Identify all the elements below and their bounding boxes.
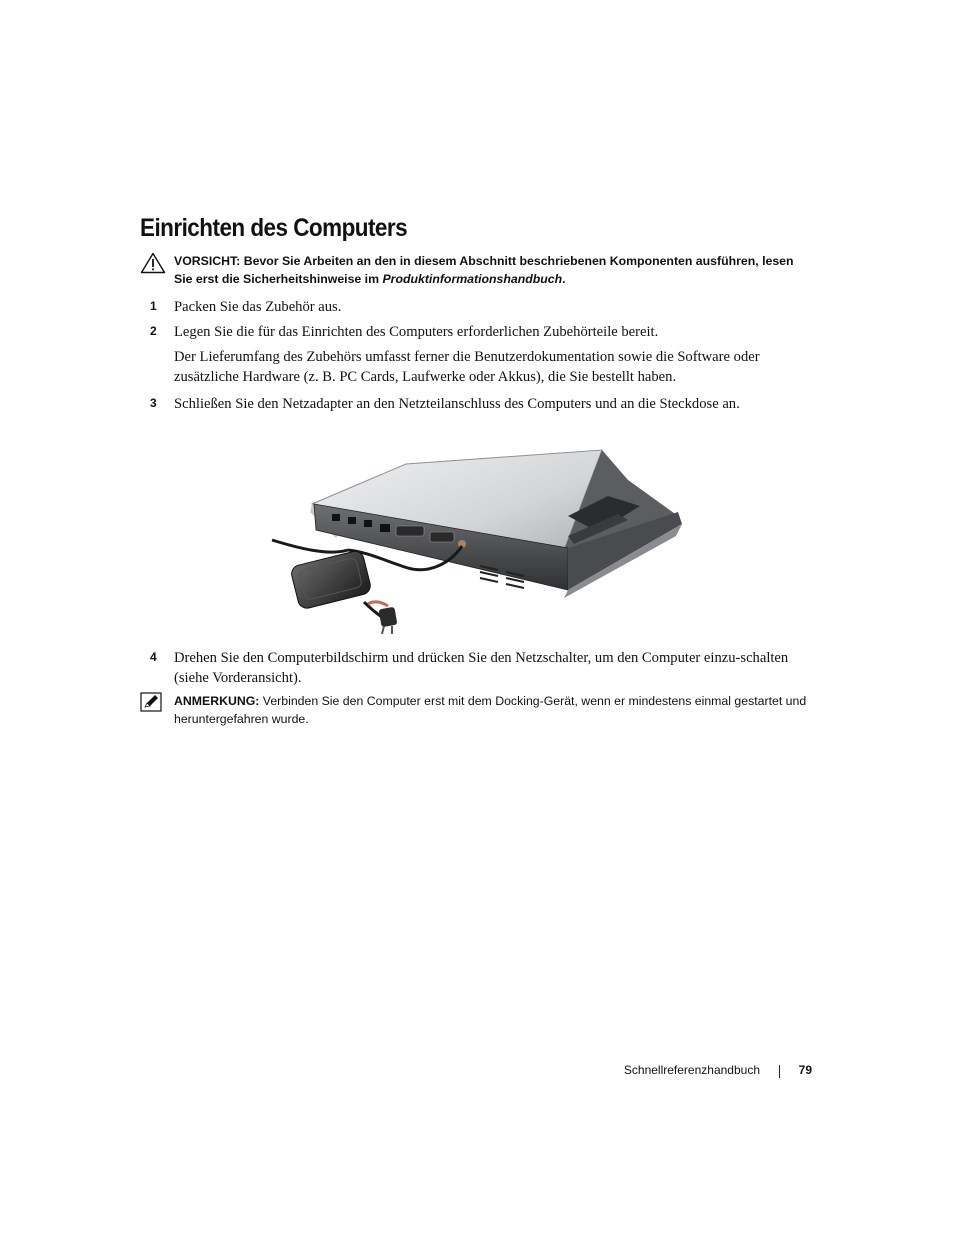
step-1 — [150, 297, 810, 317]
caution-body: Bevor Sie Arbeiten an den in diesem Abschnitt beschriebenen Komponenten ausführen, lesen Sie erst die Sicherheitshinweise im — [174, 254, 794, 286]
note-text — [174, 692, 810, 728]
step-number: 3 — [150, 396, 157, 410]
step-number: 4 — [150, 650, 157, 664]
caution-text — [174, 252, 810, 288]
note-label: ANMERKUNG: — [174, 694, 260, 708]
step-number: 1 — [150, 299, 157, 313]
footer-divider — [779, 1065, 780, 1078]
step-extra-text: Der Lieferumfang des Zubehörs umfasst ferner die Benutzerdokumentation sowie die Software oder zusätzliche Hardware (z. B. PC Cards, Laufwerke oder Akkus), die Sie bestellt haben. — [174, 349, 760, 385]
laptop-power-adapter-illustration — [268, 440, 688, 635]
warning-triangle-icon — [140, 252, 166, 279]
note-body: Verbinden Sie den Computer erst mit dem Docking-Gerät, wenn er mindestens einmal gestartet und heruntergefahren wurde. — [174, 694, 807, 726]
page-title: Einrichten des Computers — [140, 214, 408, 242]
note-pencil-icon — [140, 692, 162, 717]
step-text: Drehen Sie den Computerbildschirm und drücken Sie den Netzschalter, um den Computer einzu-schalten (siehe Vorderansicht). — [174, 650, 789, 686]
step-text: Schließen Sie den Netzadapter an den Netzteilanschluss des Computers und an die Steckdose an. — [174, 396, 740, 412]
step-text: Packen Sie das Zubehör aus. — [174, 299, 342, 315]
footer-manual-name: Schnellreferenzhandbuch — [623, 1063, 760, 1077]
step-2 — [150, 322, 810, 387]
note-notice — [140, 692, 810, 728]
page-footer — [560, 1062, 812, 1082]
caution-label: VORSICHT: — [174, 254, 241, 268]
step-number: 2 — [150, 324, 157, 338]
step-4 — [150, 648, 810, 688]
step-text: Legen Sie die für das Einrichten des Computers erforderlichen Zubehörteile bereit. — [174, 324, 659, 340]
caution-end: . — [562, 272, 566, 286]
caution-manual-title: Produktinformationshandbuch — [382, 272, 563, 286]
step-3 — [150, 394, 810, 414]
caution-notice — [140, 252, 810, 288]
page-number: 79 — [798, 1063, 812, 1077]
